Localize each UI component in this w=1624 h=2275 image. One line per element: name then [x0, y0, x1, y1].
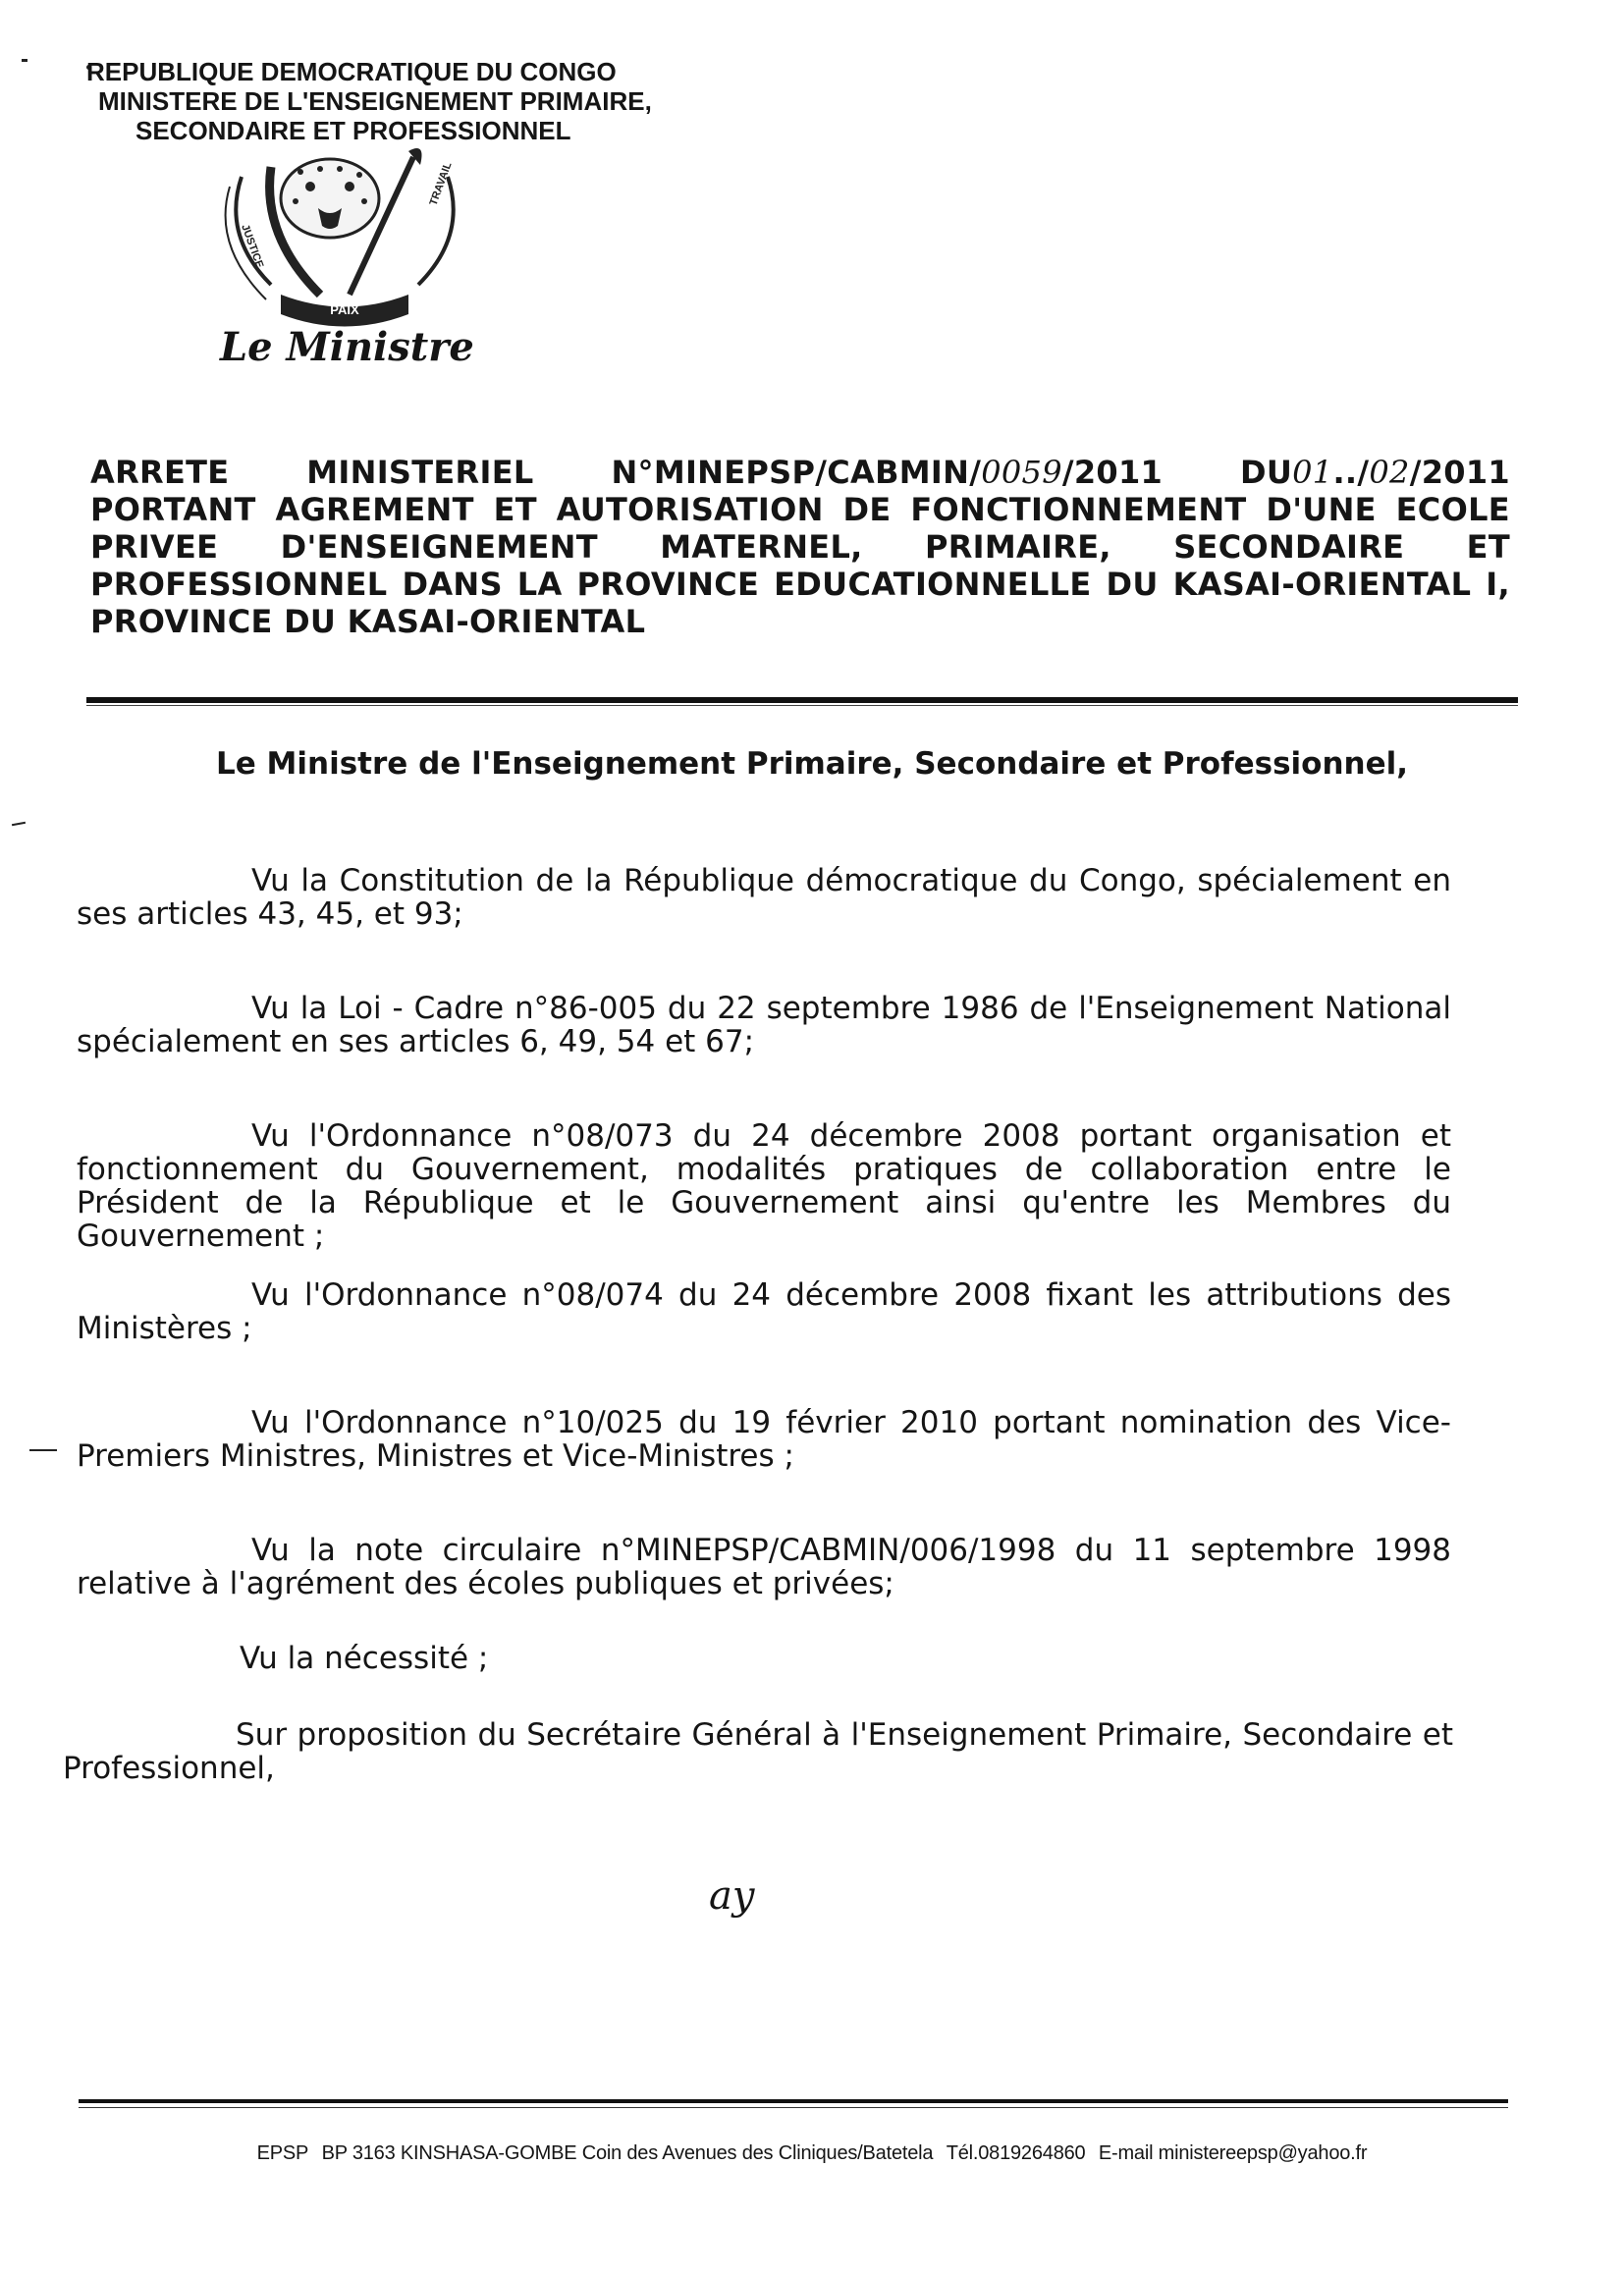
title-word: MINISTERIEL — [306, 454, 534, 491]
handwritten-initials: ay — [709, 1873, 755, 1919]
title-word: DE — [842, 491, 892, 528]
title-line-2 — [90, 491, 1510, 528]
decree-date: DU01../02/2011 — [1239, 454, 1510, 491]
title-word: EDUCATIONNELLE — [774, 566, 1092, 603]
title-word: D'UNE — [1266, 491, 1377, 528]
decree-title — [90, 454, 1510, 640]
title-word: D'ENSEIGNEMENT — [280, 528, 598, 566]
minister-signature: Le Ministre — [220, 324, 474, 370]
consideration-paragraph — [63, 1718, 1453, 1785]
title-line-5-text: PROVINCE DU KASAI-ORIENTAL — [90, 603, 646, 640]
title-word: I, — [1486, 566, 1510, 603]
title-line-5 — [90, 603, 1510, 640]
handwritten-number: 0059 — [981, 454, 1062, 491]
title-word: LA — [516, 566, 563, 603]
title-word: FONCTIONNEMENT — [910, 491, 1247, 528]
footer-divider-thin — [79, 2107, 1508, 2108]
title-word: ET — [1466, 528, 1510, 566]
emblem-motto-justice: JUSTICE — [239, 222, 266, 270]
footer-divider — [79, 2099, 1508, 2103]
title-word: PROFESSIONNEL — [90, 566, 388, 603]
paragraph-text: Vu l'Ordonnance n°08/073 du 24 décembre 2008 portant organisation et fonctionnement du Gouvernement, modalités pratiques de collaboration entre le Président de la République et le Gouvernement ainsi qu'entre les Membres du Gouvernement ; — [77, 1118, 1451, 1254]
title-word: ET — [493, 491, 537, 528]
title-word: SECONDAIRE — [1173, 528, 1405, 566]
scan-mark — [22, 59, 27, 62]
title-word: PRIVEE — [90, 528, 219, 566]
emblem-motto-paix: PAIX — [330, 302, 359, 317]
footer-contact — [0, 2142, 1624, 2165]
paragraph-text: Vu la Loi - Cadre n°86-005 du 22 septembre 1986 de l'Enseignement National spécialement en ses articles 6, 49, 54 et 67; — [77, 991, 1451, 1059]
title-word: AUTORISATION — [556, 491, 824, 528]
coat-of-arms-emblem — [212, 147, 477, 334]
consideration-paragraph — [77, 864, 1451, 931]
paragraph-text: Sur proposition du Secrétaire Général à l'Enseignement Primaire, Secondaire et Professionnel, — [63, 1717, 1453, 1786]
consideration-paragraph — [77, 1534, 1451, 1600]
footer-org: EPSP — [256, 2142, 309, 2164]
title-word: PORTANT — [90, 491, 256, 528]
title-word: PROVINCE — [576, 566, 760, 603]
paragraph-text: Vu la note circulaire n°MINEPSP/CABMIN/006/1998 du 11 septembre 1998 relative à l'agrément des écoles publiques et privées; — [77, 1533, 1451, 1601]
title-line-4 — [90, 566, 1510, 603]
title-divider — [86, 697, 1518, 703]
handwritten-month: 02 — [1369, 454, 1410, 491]
title-word: PRIMAIRE, — [924, 528, 1111, 566]
consideration-paragraph — [77, 1406, 1451, 1473]
title-divider-thin — [86, 705, 1518, 706]
paragraph-text: Vu la Constitution de la République démocratique du Congo, spécialement en ses articles 43, 45, et 93; — [77, 863, 1451, 932]
title-word: ARRETE — [90, 454, 230, 491]
letterhead-ministry: MINISTERE DE L'ENSEIGNEMENT PRIMAIRE, — [98, 86, 652, 116]
title-word: ECOLE — [1395, 491, 1510, 528]
scan-mark — [12, 822, 26, 826]
letterhead-ministry-cont: SECONDAIRE ET PROFESSIONNEL — [135, 116, 571, 145]
consideration-paragraph — [77, 1278, 1451, 1345]
footer-email: E-mail ministereepsp@yahoo.fr — [1098, 2142, 1368, 2164]
footer-address: BP 3163 KINSHASA-GOMBE Coin des Avenues des Cliniques/Batetela — [321, 2142, 934, 2164]
title-word: DANS — [402, 566, 503, 603]
preamble-heading: Le Ministre de l'Enseignement Primaire, Secondaire et Professionnel, — [215, 746, 1409, 782]
decree-number: N°MINEPSP/CABMIN/0059/2011 — [611, 454, 1164, 491]
paragraph-text: Vu l'Ordonnance n°10/025 du 19 février 2010 portant nomination des Vice-Premiers Ministres, Ministres et Vice-Ministres ; — [77, 1405, 1451, 1474]
title-line-3 — [90, 528, 1510, 566]
emblem-motto-travail: TRAVAIL — [427, 160, 455, 208]
title-word: AGREMENT — [275, 491, 474, 528]
letterhead-country: REPUBLIQUE DEMOCRATIQUE DU CONGO — [86, 57, 617, 86]
footer-phone: Tél.0819264860 — [946, 2142, 1086, 2164]
consideration-paragraph — [77, 992, 1451, 1058]
consideration-paragraph: Vu la nécessité ; — [240, 1641, 489, 1676]
title-word: KASAI-ORIENTAL — [1172, 566, 1472, 603]
scan-mark — [29, 1449, 57, 1451]
handwritten-day: 01 — [1292, 454, 1333, 491]
paragraph-text: Vu l'Ordonnance n°08/074 du 24 décembre 2008 fixant les attributions des Ministères ; — [77, 1277, 1451, 1346]
title-word: DU — [1106, 566, 1159, 603]
title-word: MATERNEL, — [660, 528, 863, 566]
title-line-1 — [90, 454, 1510, 491]
consideration-paragraph — [77, 1119, 1451, 1253]
